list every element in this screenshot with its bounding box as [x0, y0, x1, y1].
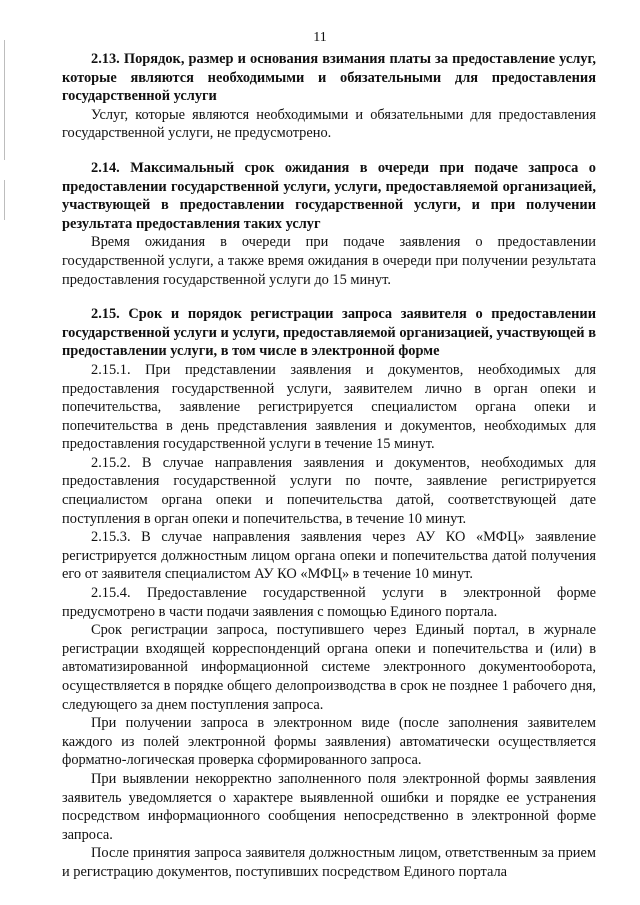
scan-margin-mark [4, 40, 5, 160]
section-2-14 [62, 159, 596, 289]
paragraph: Услуг, которые являются необходимыми и обязательными для предоставления государственной услуги, не предусмотрено. [62, 106, 596, 142]
section-heading: 2.13. Порядок, размер и основания взимания платы за предоставление услуг, которые являются необходимыми и обязательными для предоставления государственной услуги [62, 51, 596, 105]
paragraph: Время ожидания в очереди при подаче заявления о предоставлении государственной услуги, а также время ожидания в очереди при получении результата предоставления государственной услуги до 15 минут. [62, 234, 596, 288]
paragraph: При получении запроса в электронном виде (после заполнения заявителем каждого из полей электронной формы заявления) автоматически осуществляется форматно-логическая проверка сформированного запроса. [62, 715, 596, 769]
section-heading: 2.14. Максимальный срок ожидания в очереди при подаче запроса о предоставлении государственной услуги, услуги, предоставляемой организацией, участвующей в предоставлении государственной услуги, и при получении результата предоставления таких услуг [62, 159, 596, 232]
paragraph: При выявлении некорректно заполненного поля электронной формы заявления заявитель уведомляется о характере выявленной ошибки и порядке ее устранения посредством информационного сообщения непосредственно в электронной форме запроса. [62, 770, 596, 843]
paragraph: 2.15.2. В случае направления заявления и документов, необходимых для предоставления государственной услуги по почте, заявление регистрируется специалистом органа опеки и попечительства датой, соответствующей дате поступления в орган опеки и попечительства, в течение 10 минут. [62, 454, 596, 527]
paragraph: 2.15.3. В случае направления заявления через АУ КО «МФЦ» заявление регистрируется должностным лицом органа опеки и попечительства датой получения его от заявителя специалистом АУ КО «МФЦ» в течение 10 минут. [62, 529, 596, 583]
scan-margin-mark [4, 180, 5, 220]
document-body [62, 50, 596, 882]
page-number: 11 [313, 30, 327, 45]
paragraph: После принятия запроса заявителя должностным лицом, ответственным за прием и регистрацию документов, поступивших посредством Единого портала [62, 845, 596, 880]
section-2-13 [62, 50, 596, 143]
paragraph: 2.15.4. Предоставление государственной услуги в электронной форме предусмотрено в части подачи заявления с помощью Единого портала. [62, 585, 596, 620]
paragraph: Срок регистрации запроса, поступившего через Единый портал, в журнале регистрации входящей корреспонденций органа опеки и попечительства и (или) в автоматизированной информационной системе электронного документооборота, осуществляется в порядке общего делопроизводства в срок не позднее 1 рабочего дня, следующего за днем поступления запроса. [62, 622, 596, 713]
paragraph: 2.15.1. При представлении заявления и документов, необходимых для предоставления государственной услуги, заявителем лично в орган опеки и попечительства, заявление регистрируется специалистом органа опеки и попечительства в день представления заявления и документов, необходимых для предоставления государственной услуги в течение 15 минут. [62, 361, 596, 453]
section-2-15 [62, 305, 596, 881]
section-heading: 2.15. Срок и порядок регистрации запроса заявителя о предоставлении государственной услуги и услуги, предоставляемой организацией, участвующей в предоставлении услуги, в том числе в электронной форме [62, 306, 596, 360]
